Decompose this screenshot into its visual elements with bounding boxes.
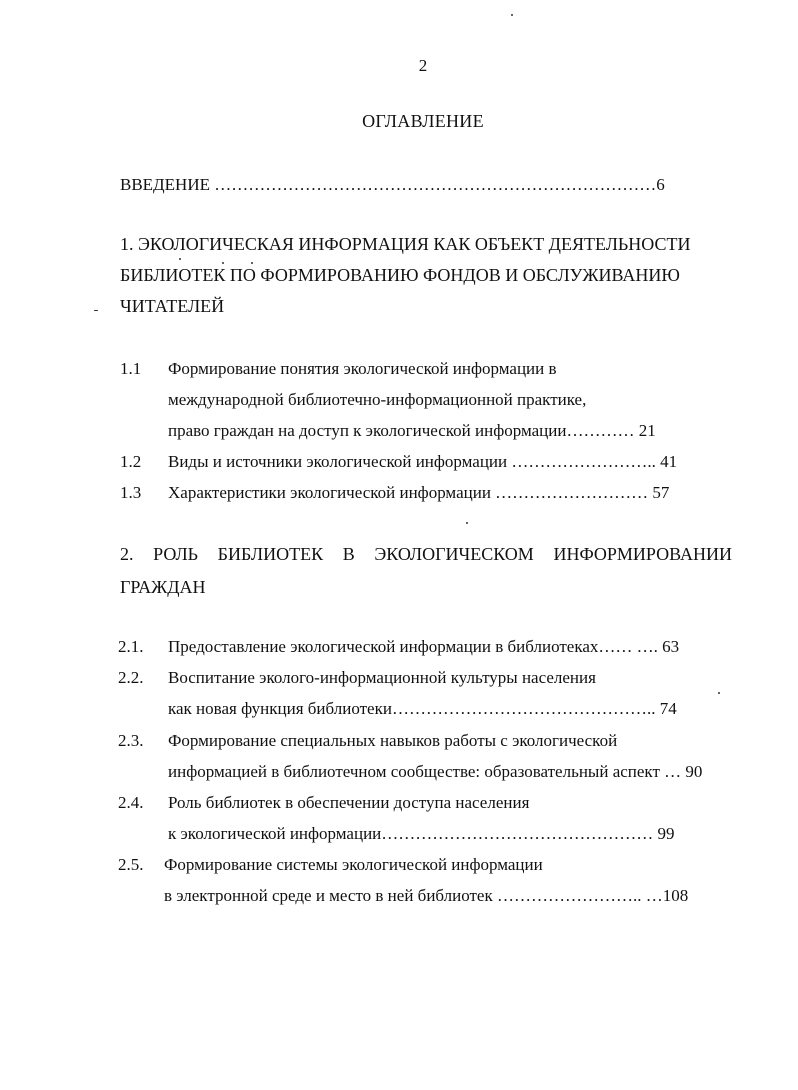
scan-speck (94, 310, 98, 311)
section-2-3-number: 2.3. (118, 731, 144, 750)
section-2-2-number: 2.2. (118, 668, 144, 687)
scan-speck (511, 14, 513, 16)
section-2-3-line-2: информацией в библиотечном сообществе: образовательный аспект … 90 (168, 762, 703, 781)
section-1-3-number: 1.3 (120, 483, 142, 502)
section-1-1-line-2: международной библиотечно-информационной практике, (168, 390, 587, 409)
section-2-4-number: 2.4. (118, 793, 144, 812)
section-2-3-line-1: Формирование специальных навыков работы с экологической (168, 731, 618, 750)
toc-entry-intro: ВВЕДЕНИЕ ……………………………………………………………………6 (120, 175, 665, 194)
section-2-1-line-1: Предоставление экологической информации в библиотеках…… …. 63 (168, 637, 680, 656)
section-2-5-number: 2.5. (118, 855, 144, 874)
section-2-4-line-1: Роль библиотек в обеспечении доступа населения (168, 793, 530, 812)
scan-speck (179, 258, 181, 260)
section-1-2-line-1: Виды и источники экологической информации …………………….. 41 (168, 452, 678, 471)
scan-speck (718, 692, 720, 694)
toc-title: ОГЛАВЛЕНИЕ (362, 111, 484, 131)
scan-speck (466, 522, 468, 524)
scan-speck (251, 262, 253, 264)
section-1-2-number: 1.2 (120, 452, 142, 471)
page-number: 2 (418, 56, 428, 75)
chapter-1-heading-line-2: БИБЛИОТЕК ПО ФОРМИРОВАНИЮ ФОНДОВ И ОБСЛУЖИВАНИЮ (120, 265, 680, 285)
section-2-1-number: 2.1. (118, 637, 144, 656)
chapter-1-heading-line-3: ЧИТАТЕЛЕЙ (120, 296, 225, 316)
section-1-1-line-3: право граждан на доступ к экологической информации………… 21 (168, 421, 656, 440)
section-2-2-line-1: Воспитание эколого-информационной культуры населения (168, 668, 596, 687)
chapter-2-heading-line-2: ГРАЖДАН (120, 577, 206, 597)
section-2-4-line-2: к экологической информации………………………………………… 99 (168, 824, 675, 843)
chapter-2-heading-line-1: 2. РОЛЬ БИБЛИОТЕК В ЭКОЛОГИЧЕСКОМ ИНФОРМИРОВАНИИ (120, 544, 732, 564)
section-2-5-line-2: в электронной среде и место в ней библиотек …………………….. …108 (164, 886, 689, 905)
section-1-3-line-1: Характеристики экологической информации ……………………… 57 (168, 483, 670, 502)
section-2-2-line-2: как новая функция библиотеки……………………………………….. 74 (168, 699, 677, 718)
scan-speck (222, 262, 224, 264)
section-1-1-line-1: Формирование понятия экологической информации в (168, 359, 557, 378)
section-1-1-number: 1.1 (120, 359, 142, 378)
section-2-5-line-1: Формирование системы экологической информации (164, 855, 543, 874)
chapter-1-heading-line-1: 1. ЭКОЛОГИЧЕСКАЯ ИНФОРМАЦИЯ КАК ОБЪЕКТ ДЕЯТЕЛЬНОСТИ (120, 234, 691, 254)
